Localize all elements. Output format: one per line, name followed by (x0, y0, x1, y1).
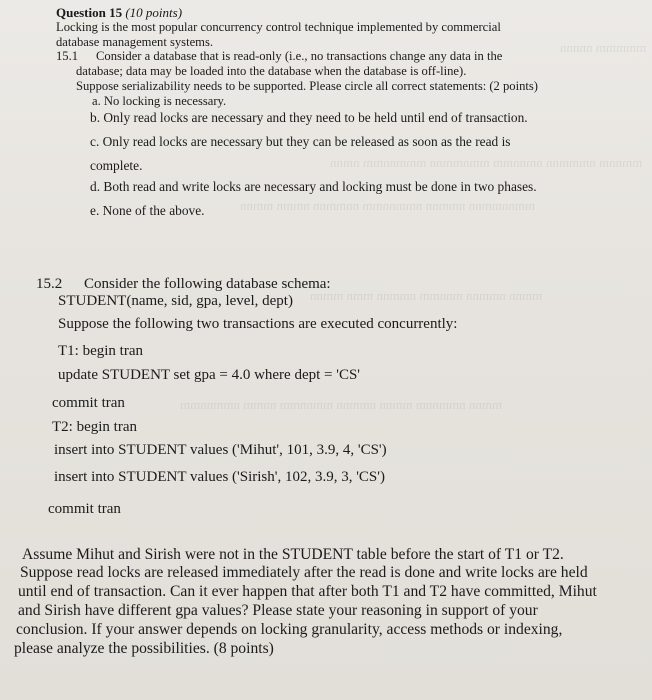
final-question-line: please analyze the possibilities. (8 points) (14, 640, 274, 657)
q15-1-text: Suppose serializability needs to be supported. Please circle all correct statements: (2 points) (76, 79, 538, 93)
bleed-through-texture: mmmmm nnnnn (560, 40, 647, 55)
bleed-through-texture: mmnn nmmnnm mmnn nmmnn mmnnmm nnmm nmmnnmm (180, 397, 503, 412)
option-c: c. Only read locks are necessary but they can be released as soon as the read is (90, 134, 511, 149)
option-e: e. None of the above. (90, 203, 205, 218)
bleed-through-texture: mmnnm nmmmnn nmnnmm mmnmmnn mmmnnmm nmnn (330, 155, 643, 170)
t2-begin: T2: begin tran (52, 419, 137, 435)
t2-commit: commit tran (48, 501, 121, 517)
option-c-continued: complete. (90, 158, 143, 173)
t2-insert-sirish: insert into STUDENT values ('Sirish', 102, 3.9, 3, 'CS') (54, 469, 385, 485)
section-label-15-2: 15.2 (36, 276, 63, 292)
option-d: d. Both read and write locks are necessary and locking must be done in two phases. (90, 179, 537, 194)
q15-1-text: Consider a database that is read-only (i.e., no transactions change any data in the (96, 49, 503, 63)
final-question-line: until end of transaction. Can it ever happen that after both T1 and T2 have committed, Mihut (18, 583, 597, 600)
bleed-through-texture: mmnn nmmnn mnnmm nmmnn mmn mmnn (310, 288, 543, 303)
final-question-line: and Sirish have different gpa values? Please state your reasoning in support of your (18, 602, 538, 619)
t2-insert-mihut: insert into STUDENT values ('Mihut', 101, 3.9, 4, 'CS') (54, 442, 387, 458)
intro-line: Locking is the most popular concurrency control technique implemented by commercial (56, 20, 501, 34)
final-question-line: Assume Mihut and Sirish were not in the STUDENT table before the start of T1 or T2. (22, 546, 564, 563)
question-number: Question 15 (56, 5, 123, 20)
final-question-line: Suppose read locks are released immediately after the read is done and write locks are held (20, 564, 588, 581)
final-question-line: conclusion. If your answer depends on locking granularity, access methods or indexing, (16, 621, 563, 638)
question-points: (10 points) (125, 5, 183, 20)
intro-line: database management systems. (56, 35, 214, 49)
bleed-through-texture: mmnnmmnn nmmnn nmmnnmm nnmmnn nmmn mmnn (240, 198, 536, 213)
option-b: b. Only read locks are necessary and they need to be held until end of transaction. (90, 110, 528, 125)
q15-1-text: database; data may be loaded into the database when the database is off-line). (76, 64, 467, 78)
t1-update-statement: update STUDENT set gpa = 4.0 where dept = 'CS' (58, 367, 360, 383)
option-a: a. No locking is necessary. (92, 94, 227, 108)
q15-2-text: Suppose the following two transactions are executed concurrently: (58, 316, 458, 332)
q15-2-text: Consider the following database schema: (84, 276, 331, 292)
t1-begin: T1: begin tran (58, 343, 143, 359)
section-label-15-1: 15.1 (56, 49, 79, 63)
t1-commit: commit tran (52, 395, 125, 411)
schema-definition: STUDENT(name, sid, gpa, level, dept) (58, 293, 293, 309)
